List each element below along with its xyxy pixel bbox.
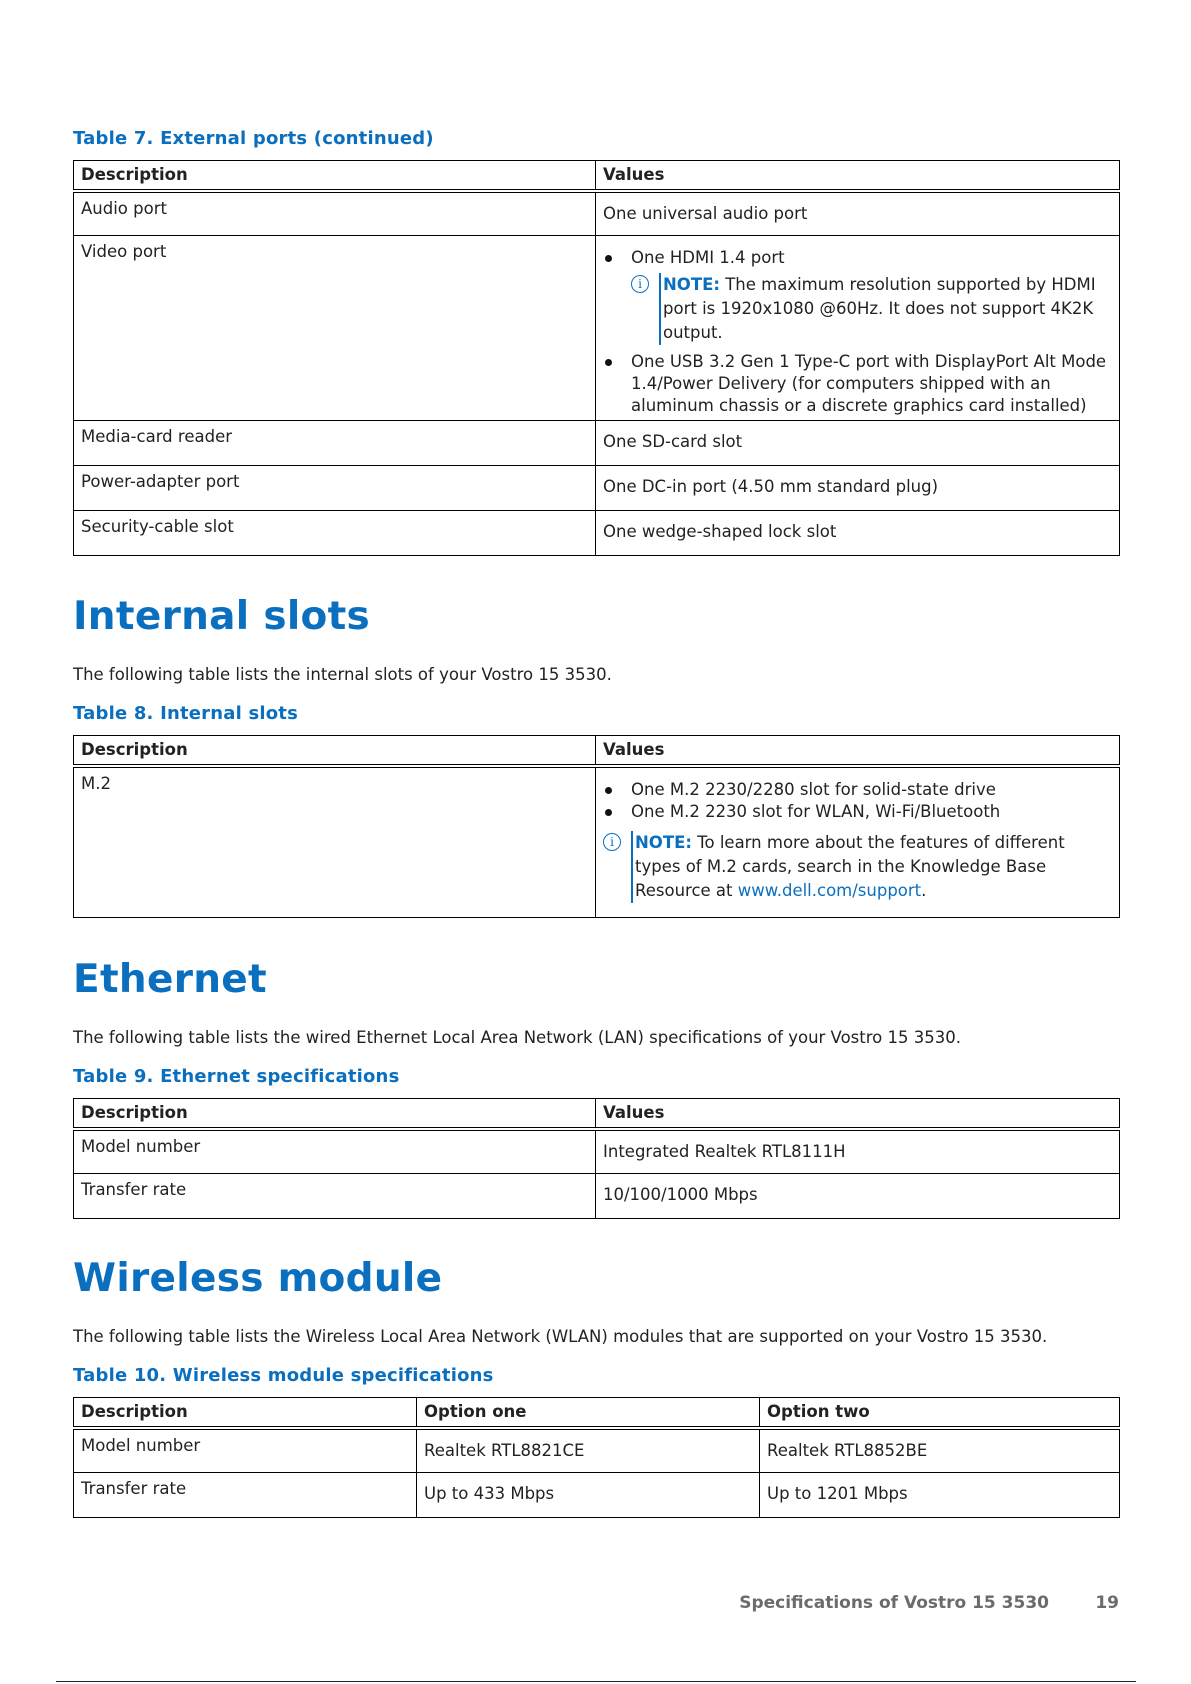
row-value: One wedge-shaped lock slot: [596, 511, 1120, 556]
table-header-row: [74, 1099, 1120, 1129]
header-values: Values: [596, 736, 1120, 766]
row-description: Model number: [74, 1428, 417, 1473]
table-row: [74, 1428, 1120, 1473]
row-value: [596, 766, 1120, 918]
note-body: The maximum resolution supported by HDMI port is 1920x1080 @60Hz. It does not support 4K2K output.: [663, 275, 1096, 342]
table-header-row: [74, 736, 1120, 766]
note-body: To learn more about the features of different types of M.2 cards, search in the Knowledge Base Resource at: [635, 832, 1065, 900]
row-description: Media-card reader: [74, 421, 596, 466]
ethernet-table: [73, 1098, 1120, 1219]
table7-caption: Table 7. External ports (continued): [73, 128, 434, 149]
table-row: [74, 511, 1120, 556]
note-bar: [659, 273, 661, 345]
table-header-row: [74, 161, 1120, 191]
row-value: One SD-card slot: [596, 421, 1120, 466]
header-description: Description: [74, 1099, 596, 1129]
row-description: Power-adapter port: [74, 466, 596, 511]
row-description: Transfer rate: [74, 1174, 596, 1219]
ethernet-intro: The following table lists the wired Ethernet Local Area Network (LAN) specifications of your Vostro 15 3530.: [73, 1028, 961, 1047]
header-description: Description: [74, 1398, 417, 1428]
list-item: [603, 247, 1112, 345]
list-item: One M.2 2230 slot for WLAN, Wi-Fi/Bluetooth: [603, 801, 1112, 823]
note-bar: [631, 831, 633, 903]
external-ports-table: [73, 160, 1120, 556]
row-value: [596, 236, 1120, 421]
row-description: Audio port: [74, 191, 596, 236]
header-description: Description: [74, 736, 596, 766]
note-text: [635, 831, 1112, 903]
footer-rule: [56, 1681, 1136, 1682]
header-values: Values: [596, 1099, 1120, 1129]
row-option-two: Realtek RTL8852BE: [760, 1428, 1120, 1473]
row-description: M.2: [74, 766, 596, 918]
list-item-text: One USB 3.2 Gen 1 Type-C port with DisplayPort Alt Mode 1.4/Power Delivery (for computers shipped with an aluminum chassis or a discrete graphics card installed): [631, 352, 1107, 415]
header-values: Values: [596, 161, 1120, 191]
wireless-table: [73, 1397, 1120, 1518]
row-value: Integrated Realtek RTL8111H: [596, 1129, 1120, 1174]
row-value: 10/100/1000 Mbps: [596, 1174, 1120, 1219]
row-description: Video port: [74, 236, 596, 421]
row-description: Security-cable slot: [74, 511, 596, 556]
table-row: [74, 766, 1120, 918]
table-row: [74, 1473, 1120, 1518]
wireless-intro: The following table lists the Wireless Local Area Network (WLAN) modules that are supported on your Vostro 15 3530.: [73, 1327, 1048, 1346]
table-row: [74, 1174, 1120, 1219]
row-description: Model number: [74, 1129, 596, 1174]
header-description: Description: [74, 161, 596, 191]
table8-caption: Table 8. Internal slots: [73, 703, 299, 724]
m2-slot-list: [603, 779, 1112, 823]
list-item-text: One HDMI 1.4 port: [631, 248, 785, 267]
ethernet-heading: Ethernet: [73, 957, 267, 1002]
table10-caption: Table 10. Wireless module specifications: [73, 1365, 494, 1386]
table-row: [74, 191, 1120, 236]
note-text: [663, 273, 1112, 345]
note-box: [603, 831, 1112, 903]
row-option-one: Up to 433 Mbps: [417, 1473, 760, 1518]
table9-caption: Table 9. Ethernet specifications: [73, 1066, 400, 1087]
table-row: [74, 236, 1120, 421]
table-row: [74, 421, 1120, 466]
note-label: NOTE:: [663, 275, 720, 294]
footer-title: Specifications of Vostro 15 3530: [739, 1593, 1049, 1613]
note-box: [631, 273, 1112, 345]
table-header-row: [74, 1398, 1120, 1428]
note-label: NOTE:: [635, 832, 692, 852]
info-circle-icon: i: [631, 275, 649, 293]
wireless-heading: Wireless module: [73, 1256, 443, 1301]
row-option-two: Up to 1201 Mbps: [760, 1473, 1120, 1518]
internal-slots-table: [73, 735, 1120, 918]
row-value: One DC-in port (4.50 mm standard plug): [596, 466, 1120, 511]
row-option-one: Realtek RTL8821CE: [417, 1428, 760, 1473]
list-item: One M.2 2230/2280 slot for solid-state drive: [603, 779, 1112, 801]
video-port-list: [603, 247, 1112, 417]
header-option-two: Option two: [760, 1398, 1120, 1428]
dell-support-link[interactable]: www.dell.com/support: [737, 880, 922, 900]
header-option-one: Option one: [417, 1398, 760, 1428]
table-row: [74, 1129, 1120, 1174]
note-end: .: [921, 880, 927, 900]
row-description: Transfer rate: [74, 1473, 417, 1518]
row-value: One universal audio port: [596, 191, 1120, 236]
info-circle-icon: i: [603, 833, 621, 851]
list-item: [603, 351, 1112, 417]
page-number: 19: [1095, 1593, 1119, 1613]
table-row: [74, 466, 1120, 511]
internal-slots-heading: Internal slots: [73, 594, 371, 639]
internal-slots-intro: The following table lists the internal slots of your Vostro 15 3530.: [73, 665, 612, 684]
